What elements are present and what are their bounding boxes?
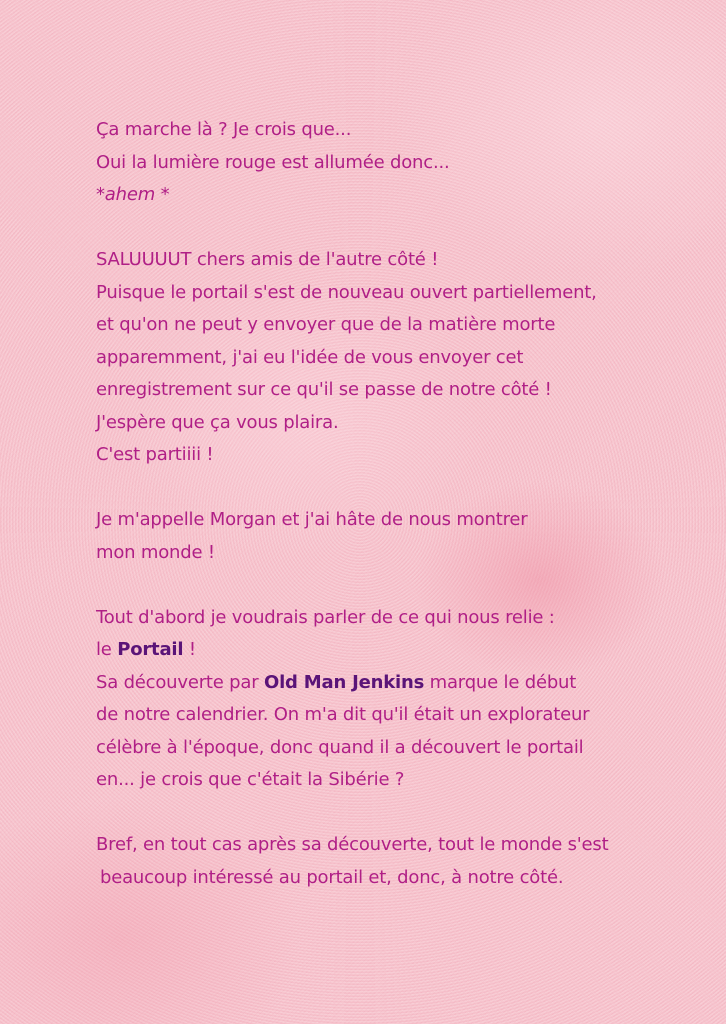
paragraph-gap xyxy=(96,569,676,602)
text-line: J'espère que ça vous plaira. xyxy=(96,411,339,433)
text-line: mon monde ! xyxy=(96,541,215,563)
text-line xyxy=(96,667,676,700)
text-line: apparemment, j'ai eu l'idée de vous envoyer cet xyxy=(96,346,524,368)
text-line: en... je crois que c'était la Sibérie ? xyxy=(96,769,405,790)
text-line: Tout d'abord je voudrais parler de ce qui nous relie : xyxy=(96,606,555,628)
paragraph-gap xyxy=(96,212,676,245)
letter-body xyxy=(96,114,676,894)
paragraph-conclusion xyxy=(96,829,676,894)
text-line: C'est partiiii ! xyxy=(96,444,214,465)
paragraph-greeting xyxy=(96,244,676,472)
paragraph-intro xyxy=(96,114,676,212)
text-line: et qu'on ne peut y envoyer que de la matière morte xyxy=(96,314,556,335)
text-segment: le xyxy=(96,639,118,660)
text-line: Puisque le portail s'est de nouveau ouvert partiellement, xyxy=(96,281,597,303)
text-line: Ça marche là ? Je crois que... xyxy=(96,119,352,140)
paragraph-portal xyxy=(96,602,676,797)
text-line xyxy=(96,634,676,667)
text-line: Je m'appelle Morgan et j'ai hâte de nous montrer xyxy=(96,509,528,530)
text-line: enregistrement sur ce qu'il se passe de notre côté ! xyxy=(96,379,552,400)
text-line: SALUUUUT chers amis de l'autre côté ! xyxy=(96,249,439,270)
portal-term: Portail xyxy=(117,639,184,660)
paragraph-gap xyxy=(96,797,676,830)
paragraph-introduction xyxy=(96,504,676,569)
paragraph-gap xyxy=(96,472,676,505)
jenkins-name: Old Man Jenkins xyxy=(263,671,425,693)
text-line: beaucoup intéressé au portail et, donc, à notre côté. xyxy=(100,866,564,888)
text-segment: ! xyxy=(183,639,196,660)
text-line: Bref, en tout cas après sa découverte, tout le monde s'est xyxy=(96,834,609,855)
text-line: Oui la lumière rouge est allumée donc... xyxy=(96,151,450,173)
text-segment: Sa découverte par xyxy=(96,671,264,693)
text-line: célèbre à l'époque, donc quand il a découvert le portail xyxy=(96,736,584,758)
text-segment: marque le début xyxy=(424,671,577,693)
text-line-ahem: *ahem * xyxy=(96,184,170,205)
text-line: de notre calendrier. On m'a dit qu'il était un explorateur xyxy=(96,704,590,725)
